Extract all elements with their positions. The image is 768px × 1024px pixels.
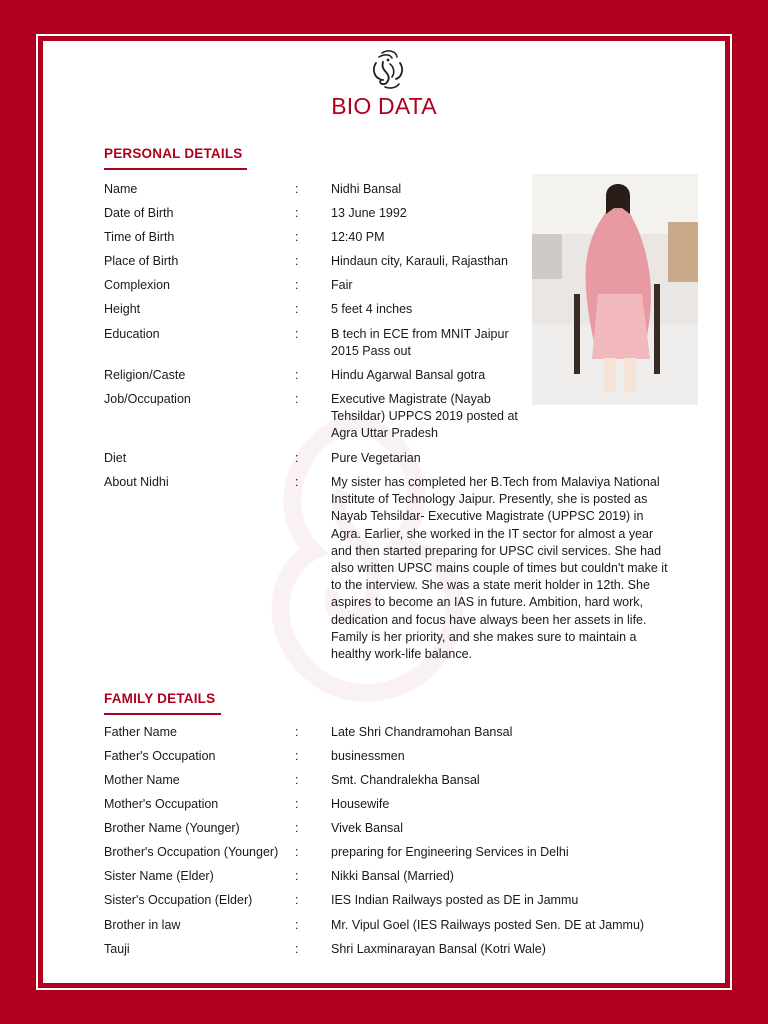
- field-label: Height: [104, 302, 141, 316]
- field-label: Place of Birth: [104, 254, 179, 268]
- field-value: Pure Vegetarian: [331, 451, 421, 465]
- separator: :: [295, 869, 299, 883]
- separator: :: [295, 327, 299, 341]
- field-label: Father Name: [104, 725, 177, 739]
- field-value: Mr. Vipul Goel (IES Railways posted Sen. DE at Jammu): [331, 918, 645, 932]
- separator: :: [295, 821, 299, 835]
- field-value: B tech in ECE from MNIT Jaipur 2015 Pass out: [331, 327, 509, 359]
- field-label: About Nidhi: [104, 475, 169, 489]
- field-label: Religion/Caste: [104, 368, 186, 382]
- field-value: IES Indian Railways posted as DE in Jammu: [331, 893, 579, 907]
- separator: :: [295, 368, 299, 382]
- separator: :: [295, 773, 299, 787]
- separator: :: [295, 475, 299, 489]
- field-label: Complexion: [104, 278, 171, 292]
- field-value: preparing for Engineering Services in Delhi: [331, 845, 569, 859]
- field-label: Job/Occupation: [104, 392, 191, 406]
- separator: :: [295, 725, 299, 739]
- field-label: Tauji: [104, 942, 130, 956]
- field-label: Brother Name (Younger): [104, 821, 240, 835]
- separator: :: [295, 182, 299, 196]
- separator: :: [295, 893, 299, 907]
- field-label: Sister Name (Elder): [104, 869, 214, 883]
- field-value: Smt. Chandralekha Bansal: [331, 773, 480, 787]
- field-value: 12:40 PM: [331, 230, 385, 244]
- field-value: Vivek Bansal: [331, 821, 404, 835]
- field-label: Brother in law: [104, 918, 181, 932]
- field-label: Time of Birth: [104, 230, 175, 244]
- field-label: Brother's Occupation (Younger): [104, 845, 279, 859]
- field-label: Diet: [104, 451, 127, 465]
- field-value: Housewife: [331, 797, 390, 811]
- ganesha-icon: [368, 49, 408, 91]
- profile-photo: [532, 174, 698, 405]
- family-details-heading: FAMILY DETAILS: [104, 691, 221, 715]
- field-value: Hindu Agarwal Bansal gotra: [331, 368, 486, 382]
- separator: :: [295, 749, 299, 763]
- field-label: Mother Name: [104, 773, 180, 787]
- separator: :: [295, 392, 299, 406]
- field-value: Nidhi Bansal: [331, 182, 402, 196]
- field-label: Father's Occupation: [104, 749, 216, 763]
- field-label: Name: [104, 182, 138, 196]
- separator: :: [295, 278, 299, 292]
- separator: :: [295, 918, 299, 932]
- biodata-frame: [36, 34, 732, 990]
- field-value: Nikki Bansal (Married): [331, 869, 454, 883]
- field-value: Fair: [331, 278, 353, 292]
- separator: :: [295, 230, 299, 244]
- field-value: Shri Laxminarayan Bansal (Kotri Wale): [331, 942, 546, 956]
- separator: :: [295, 302, 299, 316]
- field-value: 13 June 1992: [331, 206, 407, 220]
- field-label: Date of Birth: [104, 206, 174, 220]
- personal-details-heading: PERSONAL DETAILS: [104, 146, 247, 170]
- page-title: BIO DATA: [331, 93, 437, 119]
- separator: :: [295, 451, 299, 465]
- separator: :: [295, 845, 299, 859]
- field-value: 5 feet 4 inches: [331, 302, 413, 316]
- field-value: Executive Magistrate (Nayab Tehsildar) UPPCS 2019 posted at Agra Uttar Pradesh: [331, 392, 518, 441]
- about-paragraph: My sister has completed her B.Tech from Malaviya National Institute of Technology Jaipur. Presently, she is posted as Nayab Tehsildar- Executive Magistrate (UPPSC 2019) in Agra. Earlier, she worked in the IT sector for almost a year and then started preparing for UPSC civil services. She had also written UPSC mains couple of times but couldn't make it to the interview. She was a state merit holder in 12th. She aspires to become an IAS in future. Ambition, hard work, dedication and focus have always been her assets in life. Family is her priority, and she makes sure to maintain a healthy work-life balance.: [331, 475, 668, 662]
- field-label: Sister's Occupation (Elder): [104, 893, 253, 907]
- field-value: Late Shri Chandramohan Bansal: [331, 725, 513, 739]
- biodata-page: [43, 41, 725, 983]
- separator: :: [295, 797, 299, 811]
- separator: :: [295, 206, 299, 220]
- field-label: Education: [104, 327, 160, 341]
- field-label: Mother's Occupation: [104, 797, 219, 811]
- field-value: Hindaun city, Karauli, Rajasthan: [331, 254, 508, 268]
- separator: :: [295, 254, 299, 268]
- separator: :: [295, 942, 299, 956]
- field-value: businessmen: [331, 749, 405, 763]
